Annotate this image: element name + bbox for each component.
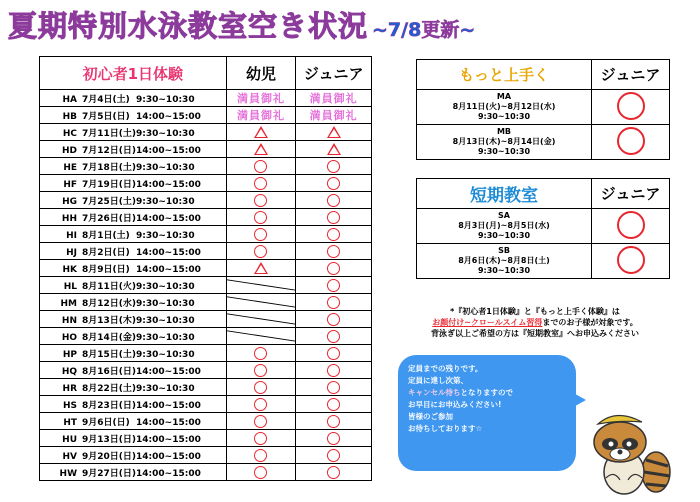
class-code: HC (62, 128, 77, 139)
class-time: 14:00~15:00 (136, 179, 201, 190)
availability-circle (592, 90, 670, 125)
class-time: 14:00~15:00 (136, 417, 201, 428)
class-time: 9:30~10:30 (136, 315, 195, 326)
class-code: HE (63, 162, 77, 173)
availability-circle (226, 447, 296, 464)
page-title (8, 4, 475, 48)
table-row: SA 8月3日(月)~8月5日(水) 9:30~10:30 (417, 209, 592, 244)
table-row (40, 413, 372, 430)
class-time: 14:00~15:00 (136, 213, 201, 224)
availability-triangle (296, 141, 372, 158)
availability-circle (592, 209, 670, 244)
header-junior: ジュニア (296, 57, 372, 90)
short-course-table (416, 178, 670, 279)
class-date: 9月20日(日) (82, 451, 137, 462)
not-available-slash (226, 277, 296, 294)
availability-circle (296, 277, 372, 294)
class-time: 9:30~10:30 (136, 383, 195, 394)
class-code: HW (59, 468, 77, 479)
class-time: 9:30~10:30 (136, 94, 195, 105)
availability-circle (296, 379, 372, 396)
class-time: 14:00~15:00 (136, 451, 201, 462)
table-row (40, 396, 372, 413)
availability-triangle (226, 260, 296, 277)
table-row (40, 226, 372, 243)
class-code: HI (66, 230, 77, 241)
class-code: HF (63, 179, 77, 190)
class-date: 7月26日(日) (82, 213, 137, 224)
availability-triangle (296, 124, 372, 141)
availability-circle (226, 158, 296, 175)
class-date: 7月5日(日) (82, 111, 130, 122)
table-row (40, 328, 372, 345)
class-time: 9:30~10:30 (136, 230, 195, 241)
class-code: HR (62, 383, 77, 394)
availability-circle (226, 362, 296, 379)
class-code: HV (62, 451, 77, 462)
table-row (40, 175, 372, 192)
availability-circle (296, 192, 372, 209)
availability-circle (226, 413, 296, 430)
table-row (40, 192, 372, 209)
class-time: 14:00~15:00 (136, 247, 201, 258)
availability-circle (226, 192, 296, 209)
header-short-course: 短期教室 (417, 179, 592, 209)
availability-triangle (226, 124, 296, 141)
class-date: 8月16日(日) (82, 366, 137, 377)
class-date: 7月4日(土) (82, 94, 130, 105)
eligibility-note: *『初心者1日体験』と『もっと上手く体験』は お顔付け~クロールスイム習得までのお子様が対象です。 背泳ぎ以上ご希望の方は『短期教室』へお申込みください (431, 307, 639, 338)
availability-circle (226, 175, 296, 192)
class-code: HK (62, 264, 77, 275)
header-short-junior: ジュニア (592, 179, 670, 209)
table-row (40, 141, 372, 158)
class-date: 8月14日(金) (82, 332, 137, 343)
availability-circle (296, 362, 372, 379)
table-row (40, 90, 372, 107)
advanced-table (416, 59, 670, 160)
header-trial: 初心者1日体験 (40, 57, 227, 90)
table-row: MA 8月11日(火)~8月12日(水) 9:30~10:30 (417, 90, 592, 125)
availability-circle (226, 226, 296, 243)
class-time: 14:00~15:00 (136, 434, 201, 445)
availability-circle (226, 209, 296, 226)
availability-circle (296, 294, 372, 311)
class-date: 8月2日(日) (82, 247, 130, 258)
class-date: 8月12日(水) (82, 298, 137, 309)
full-badge: 満員御礼 (226, 90, 296, 107)
availability-circle (226, 464, 296, 481)
bubble-tail (568, 390, 586, 410)
class-time: 9:30~10:30 (136, 298, 195, 309)
table-row: SB 8月6日(木)~8月8日(土) 9:30~10:30 (417, 244, 592, 279)
availability-circle (296, 158, 372, 175)
availability-circle (296, 209, 372, 226)
availability-circle (296, 226, 372, 243)
class-date: 7月25日(土) (82, 196, 137, 207)
availability-circle (226, 345, 296, 362)
class-time: 14:00~15:00 (136, 400, 201, 411)
table-row (40, 158, 372, 175)
table-row (40, 209, 372, 226)
full-badge: 満員御礼 (296, 90, 372, 107)
class-code: HM (60, 298, 77, 309)
table-row (40, 243, 372, 260)
class-time: 14:00~15:00 (136, 111, 201, 122)
table-row (40, 447, 372, 464)
availability-circle (226, 243, 296, 260)
title-updated: ~7/8更新~ (372, 19, 476, 41)
class-date: 8月1日(土) (82, 230, 130, 241)
class-date: 7月19日(日) (82, 179, 137, 190)
class-date: 8月15日(土) (82, 349, 137, 360)
class-date: 9月6日(日) (82, 417, 130, 428)
class-time: 9:30~10:30 (136, 349, 195, 360)
class-code: HQ (61, 366, 77, 377)
class-code: HO (61, 332, 77, 343)
class-time: 9:30~10:30 (136, 196, 195, 207)
class-time: 9:30~10:30 (136, 128, 195, 139)
table-row (40, 124, 372, 141)
class-code: HP (62, 349, 77, 360)
availability-circle (296, 413, 372, 430)
speech-bubble: 定員までの残りです。 定員に達し次第、 キャンセル待ちとなりますので お早目にお申込みください! 皆様のご参加 お待ちしております☆ (398, 355, 576, 471)
table-row: MB 8月13日(木)~8月14日(金) 9:30~10:30 (417, 125, 592, 160)
availability-triangle (226, 141, 296, 158)
class-date: 9月27日(日) (82, 468, 137, 479)
raccoon-mascot-icon (586, 410, 674, 496)
header-infant: 幼児 (226, 57, 296, 90)
not-available-slash (226, 328, 296, 345)
availability-circle (226, 396, 296, 413)
availability-circle (592, 125, 670, 160)
availability-circle (226, 430, 296, 447)
availability-circle (296, 328, 372, 345)
class-time: 9:30~10:30 (136, 332, 195, 343)
trial-schedule-table (39, 56, 372, 481)
table-row (40, 345, 372, 362)
table-row (40, 294, 372, 311)
full-badge: 満員御礼 (226, 107, 296, 124)
table-row (40, 464, 372, 481)
availability-circle (296, 175, 372, 192)
class-code: HJ (66, 247, 77, 258)
table-row (40, 107, 372, 124)
availability-circle (226, 379, 296, 396)
table-row (40, 260, 372, 277)
availability-circle (296, 311, 372, 328)
class-code: HG (62, 196, 77, 207)
class-date: 8月9日(日) (82, 264, 130, 275)
class-time: 14:00~15:00 (136, 264, 201, 275)
table-row (40, 311, 372, 328)
class-time: 14:00~15:00 (136, 468, 201, 479)
availability-circle (296, 430, 372, 447)
full-badge: 満員御礼 (296, 107, 372, 124)
class-code: HT (63, 417, 77, 428)
class-date: 8月11日(火) (82, 281, 137, 292)
class-time: 9:30~10:30 (136, 162, 195, 173)
class-code: HL (63, 281, 77, 292)
class-code: HD (61, 145, 77, 156)
availability-circle (296, 396, 372, 413)
availability-circle (296, 260, 372, 277)
table-row (40, 362, 372, 379)
header-advanced-junior: ジュニア (592, 60, 670, 90)
table-row (40, 430, 372, 447)
class-time: 9:30~10:30 (136, 281, 195, 292)
class-code: HB (62, 111, 77, 122)
class-date: 9月13日(日) (82, 434, 137, 445)
class-date: 8月13日(木) (82, 315, 137, 326)
class-code: HU (62, 434, 77, 445)
header-advanced: もっと上手く (417, 60, 592, 90)
class-date: 8月23日(日) (82, 400, 137, 411)
title-main: 夏期特別水泳教室空き状況 (8, 9, 369, 43)
class-code: HN (61, 315, 77, 326)
not-available-slash (226, 294, 296, 311)
class-date: 7月11日(土) (82, 128, 137, 139)
class-time: 14:00~15:00 (136, 145, 201, 156)
class-date: 7月18日(土) (82, 162, 137, 173)
class-code: HA (62, 94, 77, 105)
availability-circle (296, 243, 372, 260)
class-date: 8月22日(土) (82, 383, 137, 394)
availability-circle (296, 447, 372, 464)
table-row (40, 277, 372, 294)
class-date: 7月12日(日) (82, 145, 137, 156)
table-row (40, 379, 372, 396)
availability-circle (592, 244, 670, 279)
not-available-slash (226, 311, 296, 328)
class-code: HH (61, 213, 77, 224)
availability-circle (296, 345, 372, 362)
class-code: HS (62, 400, 77, 411)
availability-circle (296, 464, 372, 481)
class-time: 14:00~15:00 (136, 366, 201, 377)
